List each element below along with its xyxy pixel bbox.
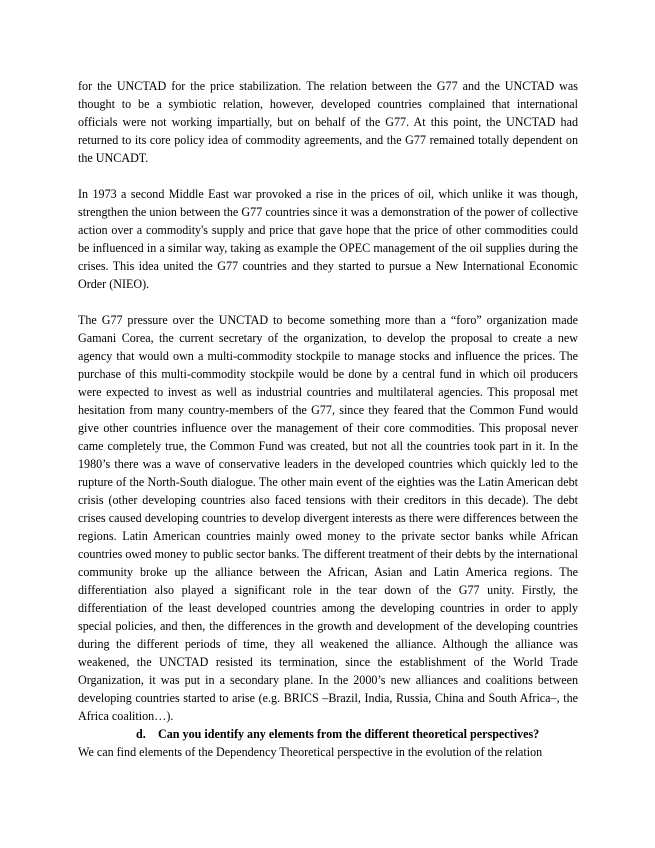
paragraph-spacer bbox=[78, 167, 578, 185]
question-heading bbox=[78, 725, 578, 743]
question-text: Can you identify any elements from the different theoretical perspectives? bbox=[158, 727, 540, 741]
paragraph-g77-pressure: The G77 pressure over the UNCTAD to become something more than a “foro” organization made Gamani Corea, the current secretary of the organization, to develop the proposal to create a new agency that would own a multi-commodity stockpile to manage stocks and influence the prices. The purchase of this multi-commodity stockpile would be done by a central fund in which oil producers were expected to invest as well as industrial countries and multilateral agencies. This proposal met hesitation from many country-members of the G77, since they feared that the Common Fund would give other countries influence over the management of their core commodities. This proposal never came completely true, the Common Fund was created, but not all the countries took part in it. In the 1980’s there was a wave of conservative leaders in the developed countries which quickly led to the rupture of the North-South dialogue. The other main event of the eighties was the Latin American debt crisis (other developing countries also faced tensions with their creditors in this decade). The debt crises caused developing countries to develop divergent interests as there were differences between the regions. Latin American countries mainly owed money to the private sector banks while African countries owed money to public sector banks. The different treatment of their debts by the international community broke up the alliance between the African, Asian and Latin America regions. The differentiation also played a significant role in the tear down of the G77 unity. Firstly, the differentiation of the least developed countries among the developing countries in order to apply special policies, and then, the differences in the growth and development of the developing countries during the different periods of time, they all weakened the alliance. Although the alliance was weakened, the UNCTAD resisted its termination, since the establishment of the World Trade Organization, it was put in a secondary plane. In the 2000’s new alliances and coalitions between developing countries started to arise (e.g. BRICS –Brazil, India, Russia, China and South Africa–, the Africa coalition…). bbox=[78, 313, 578, 723]
question-marker: d. bbox=[136, 727, 146, 741]
paragraph-spacer bbox=[78, 293, 578, 311]
document-body bbox=[78, 77, 578, 761]
paragraph-middle-east-war: In 1973 a second Middle East war provoked a rise in the prices of oil, which unlike it was though, strengthen the union between the G77 countries since it was a demonstration of the power of collective action over a commodity's supply and price that gave hope that the price of other commodities could be influenced in a similar way, taking as example the OPEC management of the oil supplies during the crises. This idea united the G77 countries and they started to pursue a New International Economic Order (NIEO). bbox=[78, 187, 578, 291]
closing-line: We can find elements of the Dependency Theoretical perspective in the evolution of the relation bbox=[78, 745, 543, 759]
paragraph-unctad-relation: for the UNCTAD for the price stabilization. The relation between the G77 and the UNCTAD was thought to be a symbiotic relation, however, developed countries complained that international officials were not working impartially, but on behalf of the G77. At this point, the UNCTAD had returned to its core policy idea of commodity agreements, and the G77 remained totally dependent on the UNCADT. bbox=[78, 79, 578, 165]
